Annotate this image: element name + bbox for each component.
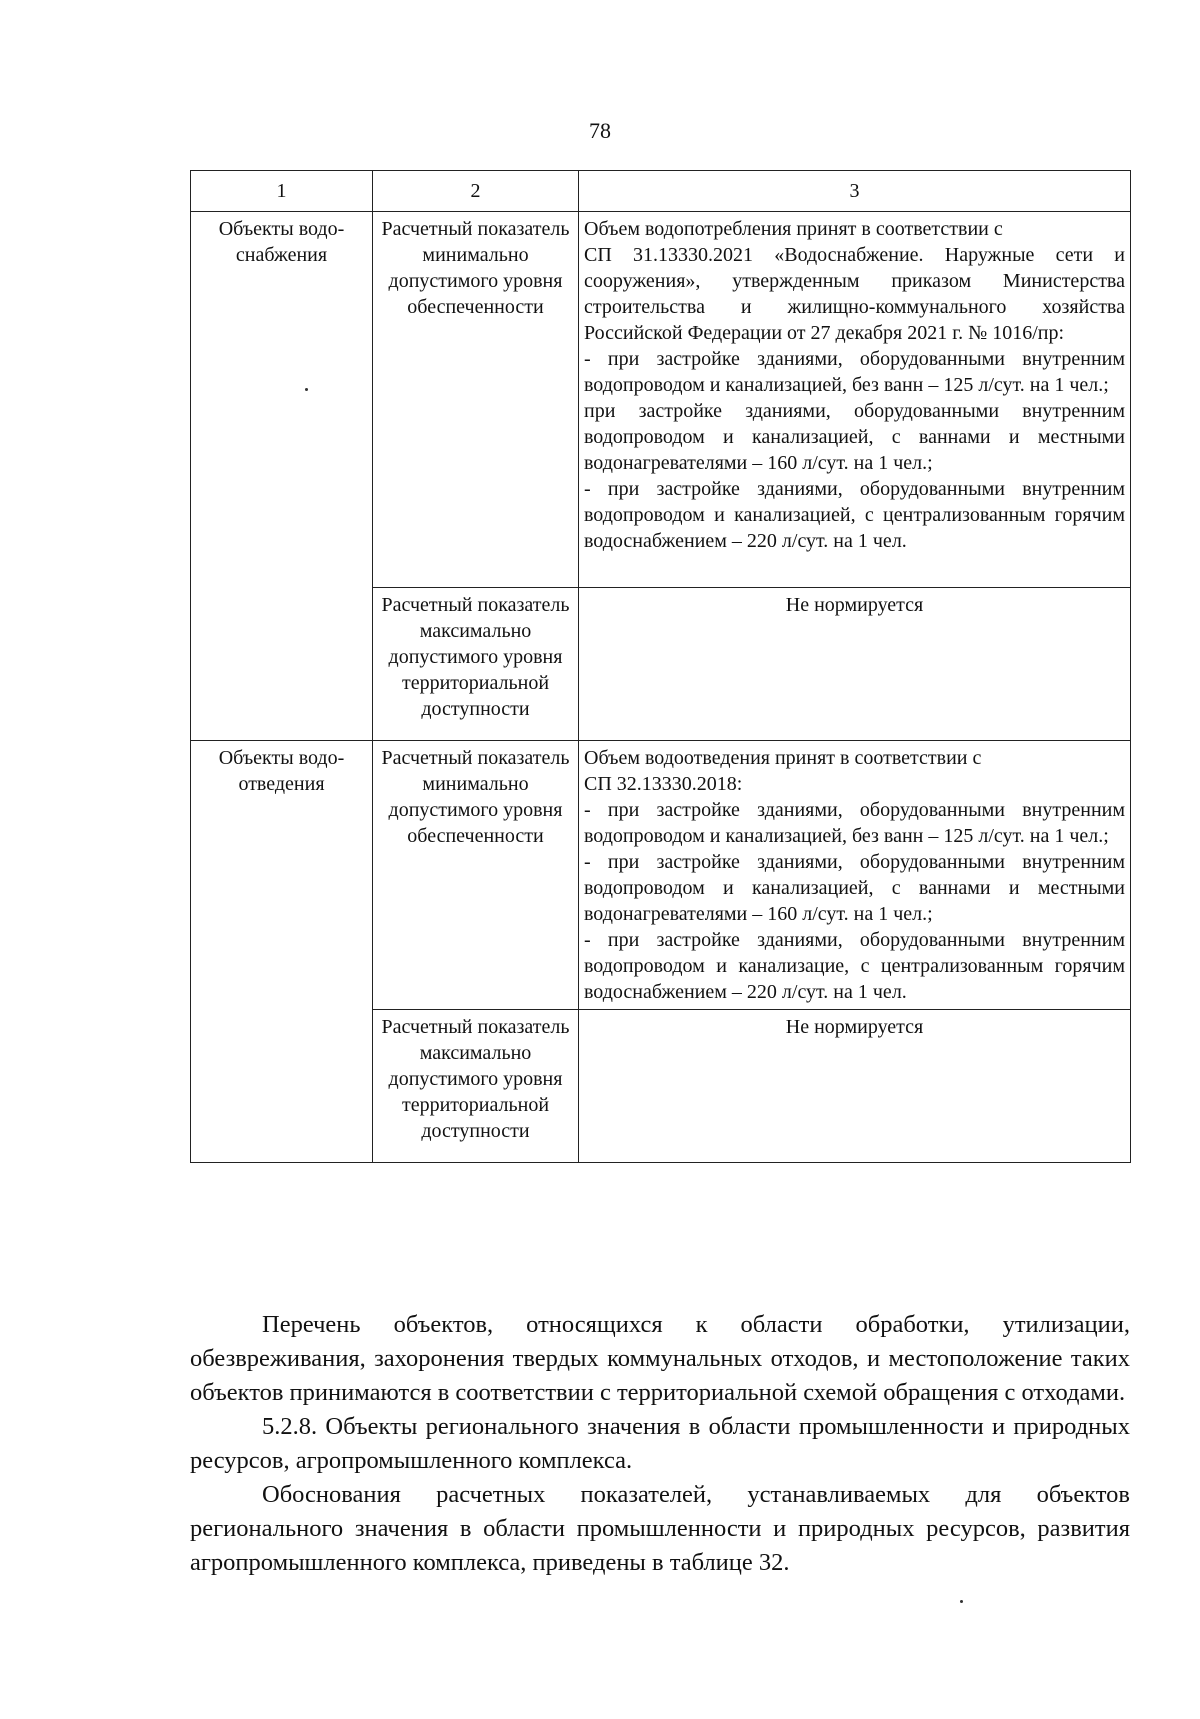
object-type-cell: Объекты водо-снабжения: [191, 212, 373, 741]
paragraph: Перечень объектов, относящихся к области обработки, утилизации, обезвреживания, захоронения твердых коммунальных отходов, и местоположение таких объектов принимаются в соответствии с территориальной схемой обращения с отходами.: [190, 1311, 1130, 1406]
table-row: [191, 741, 1131, 1010]
value-line: - при застройке зданиями, оборудованными внутренним водопроводом и канализацией, с ваннами и местными водонагревателями – 160 л/сут. на 1 чел.;: [584, 851, 1125, 925]
table-row: [191, 212, 1131, 588]
paragraph: 5.2.8. Объекты регионального значения в области промышленности и природных ресурсов, агропромышленного комплекса.: [190, 1413, 1130, 1474]
column-header: 3: [579, 171, 1131, 212]
norms-table: [190, 170, 1131, 1163]
value-cell: Не нормируется: [579, 1010, 1131, 1163]
value-line: Объем водоотведения принят в соответствии с: [584, 747, 982, 769]
table-header-row: [191, 171, 1131, 212]
paragraph: Обоснования расчетных показателей, устанавливаемых для объектов регионального значения в области промышленности и природных ресурсов, развития агропромышленного комплекса, приведены в таблице 32.: [190, 1481, 1130, 1576]
value-cell: Не нормируется: [579, 588, 1131, 741]
value-line: - при застройке зданиями, оборудованными внутренним водопроводом и канализацие, с централизованным горячим водоснабжением – 220 л/сут. на 1 чел.: [584, 929, 1125, 1003]
object-type-cell: Объекты водо-отведения: [191, 741, 373, 1163]
value-line: - при застройке зданиями, оборудованными внутренним водопроводом и канализацией, с централизованным горячим водоснабжением – 220 л/сут. на 1 чел.: [584, 478, 1125, 552]
value-line: - при застройке зданиями, оборудованными внутренним водопроводом и канализацией, без ванн – 125 л/сут. на 1 чел.;: [584, 799, 1125, 847]
value-cell: [579, 741, 1131, 1010]
value-line: СП 31.13330.2021 «Водоснабжение. Наружные сети и сооружения», утвержденным приказом Министерства строительства и жилищно-коммунального хозяйства Российской Федерации от 27 декабря 2021 г. № 1016/пр:: [584, 244, 1125, 344]
value-line: - при застройке зданиями, оборудованными внутренним водопроводом и канализацией, без ванн – 125 л/сут. на 1 чел.;: [584, 348, 1125, 396]
body-text: [190, 1308, 1130, 1580]
scan-speck: [960, 1600, 963, 1603]
indicator-cell: Расчетный показатель максимально допустимого уровня территориальной доступности: [373, 1010, 579, 1163]
indicator-cell: Расчетный показатель минимально допустимого уровня обеспеченности: [373, 741, 579, 1010]
value-cell: [579, 212, 1131, 588]
value-line: СП 32.13330.2018:: [584, 773, 743, 795]
value-line: при застройке зданиями, оборудованными внутренним водопроводом и канализацией, с ваннами и местными водонагревателями – 160 л/сут. на 1 чел.;: [584, 400, 1125, 474]
indicator-cell: Расчетный показатель максимально допустимого уровня территориальной доступности: [373, 588, 579, 741]
value-line: Объем водопотребления принят в соответствии с: [584, 218, 1003, 240]
column-header: 1: [191, 171, 373, 212]
scan-speck: [305, 388, 308, 391]
indicator-cell: Расчетный показатель минимально допустимого уровня обеспеченности: [373, 212, 579, 588]
page-number: 78: [589, 118, 611, 143]
column-header: 2: [373, 171, 579, 212]
